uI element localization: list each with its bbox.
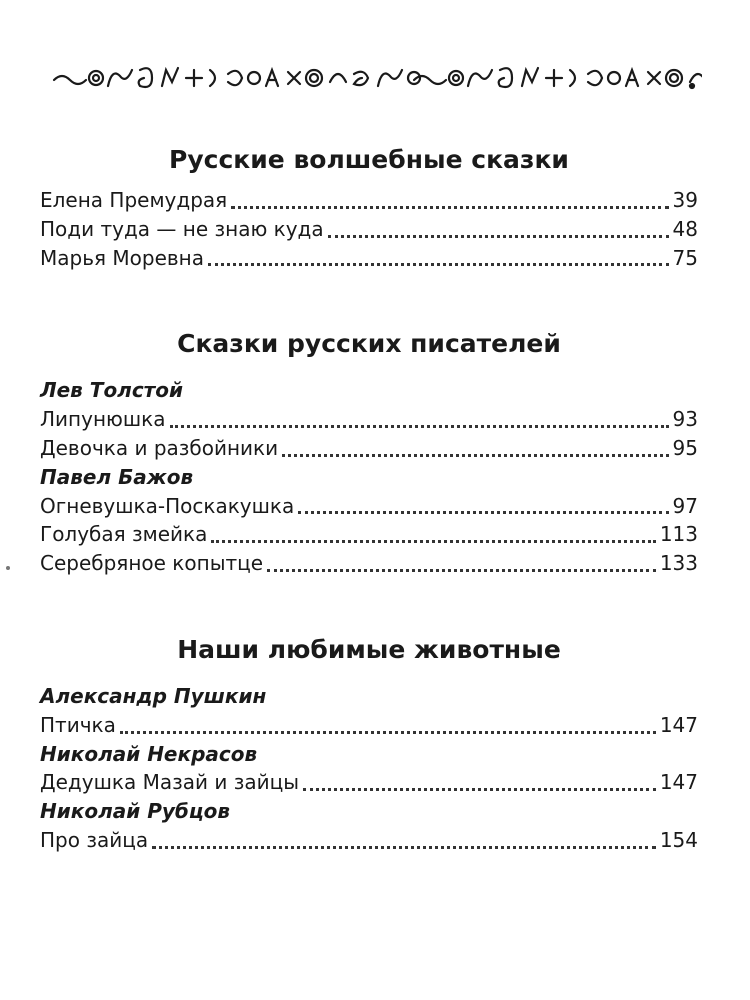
entry-title: Серебряное копытце [40, 551, 264, 576]
author-name: Лев Толстой [40, 378, 184, 403]
dot-leader [120, 721, 656, 734]
toc-entry [40, 244, 698, 273]
toc-entry [40, 520, 698, 549]
toc-entry [40, 711, 698, 740]
toc-entry [40, 405, 698, 434]
entry-page: 48 [672, 216, 698, 241]
entry-title: Про зайца [40, 827, 149, 852]
toc-entry [40, 186, 698, 215]
decorative-ornament-border [52, 58, 702, 98]
section-title: Русские волшебные сказки [169, 145, 569, 174]
table-of-contents [40, 140, 698, 855]
entry-title: Дедушка Мазай и зайцы [40, 770, 299, 795]
toc-entry [40, 549, 698, 578]
toc-entry [40, 768, 698, 797]
author-name: Николай Рубцов [40, 799, 231, 824]
entry-title: Липунюшка [40, 407, 166, 432]
entry-page: 93 [672, 407, 698, 432]
section-title: Сказки русских писателей [177, 329, 561, 359]
entry-title: Огневушка-Поскакушка [40, 493, 295, 518]
dot-leader [152, 836, 656, 849]
entry-page: 97 [672, 493, 698, 518]
entry-title: Марья Моревна [40, 245, 204, 270]
entry-title: Елена Премудрая [40, 188, 228, 212]
dot-leader [282, 444, 668, 457]
entry-title: Птичка [40, 712, 116, 737]
entry-page: 133 [659, 551, 698, 576]
entry-page: 95 [672, 435, 698, 460]
dot-leader [211, 530, 655, 543]
entry-title: Поди туда — не знаю куда [40, 216, 324, 241]
entry-page: 113 [659, 522, 698, 547]
entry-title: Голубая змейка [40, 522, 208, 547]
dot-leader [328, 225, 669, 238]
toc-entry [40, 434, 698, 463]
section-title: Наши любимые животные [177, 634, 561, 664]
author-name: Павел Бажов [40, 464, 194, 489]
dot-leader [267, 559, 656, 572]
entry-page: 39 [672, 188, 698, 212]
entry-title: Девочка и разбойники [40, 435, 279, 460]
entry-page: 147 [659, 712, 698, 737]
toc-entry [40, 492, 698, 521]
entry-page: 154 [659, 827, 698, 852]
dot-leader [303, 778, 656, 791]
dot-leader [231, 196, 668, 209]
entry-page: 147 [659, 770, 698, 795]
entry-page: 75 [672, 245, 698, 270]
dot-leader [170, 415, 669, 428]
toc-entry [40, 215, 698, 244]
dot-leader [298, 501, 668, 514]
dot-leader [208, 253, 669, 266]
edge-dot [6, 566, 10, 570]
author-name: Александр Пушкин [40, 683, 267, 708]
toc-entry [40, 826, 698, 855]
author-name: Николай Некрасов [40, 741, 258, 766]
